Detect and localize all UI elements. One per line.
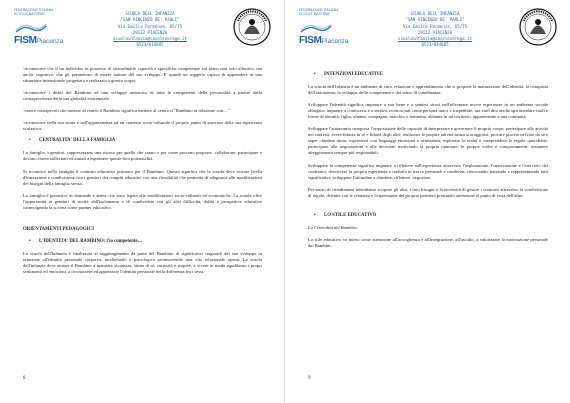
brand-city: Piacenza xyxy=(36,38,64,45)
school-info xyxy=(95,11,205,49)
school-phone: 0523/614885 xyxy=(421,42,449,48)
heading-text: L'IDENTITA' DEL BAMBINO: l'io competente… xyxy=(39,238,143,244)
school-city: 29122 PIACENZA xyxy=(417,29,453,35)
fism-brand xyxy=(14,35,63,46)
paragraph: Sviluppare l'autonomia comporta l'acquisizione delle capacità di interpretare e governare il proprio corpo; partecipare alle attività nei contesti; avere fiducia in sé e fidarsi degli altri; realizzare le proprie attività senza scoraggiarsi; provare piacere nel fare da sé e saper chiedere aiuto; esprimersi con linguaggi emozioni e sentimenti; esplorare la realtà e comprendere le regole quotidiane; partecipare alle negoziazioni e alle decisioni motivando la propria opinione, le proprie scelte e comportamenti; assumere atteggiamenti sempre più responsabili. xyxy=(308,126,548,156)
paragraph: Si riconosce nella famiglia il contesto educativo primario per il Bambino. Questo significa che la scuola deve trovare livelli d'interazione e condivisione con i genitori dei compiti educativi con una flessibilità che permetta di adeguarsi alle modificazioni dei bisogni della famiglia stessa. xyxy=(23,168,262,186)
heading-text: LO STILE EDUCATIVO xyxy=(324,212,377,218)
fism-logo-icon xyxy=(299,23,333,33)
section-heading-family xyxy=(23,138,262,144)
paragraph: La scuola dell'Infanzia è finalizzata al raggiungimento da parte del Bambino di significativi traguardi del suo sviluppo in relazione all'identità personale corporea, intellettuale e psicologica promuovendo una vita relazionale aperta. La scuola dell'infanzia deve aiutare il Bambino a maturare sicurezza, stima di sé, curiosità e stupore, a vivere in modo equilibrato i propri sentimenti ed emozioni, a riconoscere ed apprezzare l'identità personale nella differenza fra i sessi. xyxy=(23,250,262,275)
section-heading-identity xyxy=(23,239,262,245)
bullet-icon: • xyxy=(29,238,31,244)
fism-logo-icon xyxy=(14,23,48,33)
school-email[interactable]: scuolainfanzia@caselezerego.it xyxy=(398,36,472,42)
right-body xyxy=(308,66,548,255)
school-subname: "SAN VINCENZO DE' PAOLI" xyxy=(405,17,465,23)
paragraph: -essere consapevoli che mettere al centro il Bambino significa mettere al centro il "Bambino in relazione con…" xyxy=(23,108,230,114)
paragraph: Lo stile educativo va inteso come attenzione all'accoglienza e all'integrazione, all'ascolto, a valorizzare la motivazione personale dei Bambini. xyxy=(308,236,548,248)
paragraph: La famiglia, i genitori, rappresentano una risorsa per quello che sanno e per come possono proporre, collaborare, partecipare e devono essere sollecitati ed aiutati a esprimere queste loro potenzialità. xyxy=(23,150,262,162)
page-number: 8 xyxy=(23,376,26,381)
school-email[interactable]: scuolainfanzia@caselezerego.it xyxy=(113,36,187,42)
brand-name: FISM xyxy=(299,35,322,46)
section-heading-orientation: ORIENTAMENTI PEDAGOGICI xyxy=(23,226,94,232)
section-heading-style xyxy=(308,213,548,219)
bullet-icon: • xyxy=(314,212,316,218)
paragraph: -riconoscere che il un individuo in possesso di straordinarie capacità e specifiche competenze sul piano non solo affettivo, ma anche cognitivo, che gli permettono di essere fautore del suo sviluppo. E' quindi un soggetto capace di apprendere in una situazione intenzionale progettata e realizzata a questo scopo; xyxy=(23,66,262,84)
page-number: 9 xyxy=(308,376,311,381)
school-seal-icon xyxy=(518,7,558,47)
subheading-centrality: La Centralità del Bambino xyxy=(308,224,358,230)
paragraph: Per senso di cittadinanza intendiamo scoprire gli altri, i loro bisogni e la necessità di gestire i contrasti attraverso la condivisione di regole, definite con le relazioni e l'espressione del proprio pensiero prestando attenzione al punto di vista dell'altro. xyxy=(308,186,548,198)
federation-text: FEDERAZIONE ITALIANA SCUOLE MATERNE xyxy=(14,8,54,16)
page-header xyxy=(0,7,284,63)
paragraph: La famiglia è portatrice di domande e attese che sono legate alle modificazioni socio-culturali ed economiche. La scuola offre l'opportunità ai genitori di uscire dall'isolamento e di condividere con gli altri difficoltà, dubbi e prospettive educative coinvolgendo la società come partner educativo. xyxy=(23,192,262,210)
school-info xyxy=(380,11,490,49)
bullet-icon: • xyxy=(314,72,316,77)
paragraph: La scuola dell'Infanzia è un ambiente di cura, relazione e apprendimento che si propone la maturazione dell'identità, la conquista dell'autonomia, lo sviluppo delle competenze e del senso di cittadinanza. xyxy=(308,84,548,96)
right-page xyxy=(285,0,570,403)
brand-name: FISM xyxy=(14,35,37,46)
paragraph: Sviluppare l'identità significa imparare a star bene e a sentirsi sicuri nell'affrontare nuove esperienze in un ambiente sociale allargato; imparare a conoscersi e a sentirsi riconosciuti come persona unica e irripetibile, ma vuol dire anche sperimentare ruoli e forme di identità: figlio, alunno, compagno, maschio o femmina, abitante in un territorio, appartenente a una comunità. xyxy=(308,102,548,120)
bullet-icon: • xyxy=(29,138,31,144)
school-address: Via Emilia Parmense, 65/75 xyxy=(117,23,183,29)
school-address: Via Emilia Parmense, 65/75 xyxy=(402,23,468,29)
fism-brand xyxy=(299,35,348,46)
school-city: 29122 PIACENZA xyxy=(132,29,168,35)
brand-city: Piacenza xyxy=(321,38,349,45)
school-seal-icon xyxy=(232,7,272,47)
federation-text: FEDERAZIONE ITALIANA SCUOLE MATERNE xyxy=(299,8,339,16)
section-heading-intentions xyxy=(308,72,548,78)
heading-text: CENTRALITA' DELLA FAMIGLIA xyxy=(39,138,116,144)
heading-text: INTENZIONI EDUCATIVE xyxy=(324,72,383,77)
left-body xyxy=(23,66,262,281)
school-name: SCUOLA DELL'INFANZIA xyxy=(410,11,460,16)
school-subname: "SAN VINCENZO DE' PAOLI" xyxy=(120,17,180,23)
school-phone: 0523/614885 xyxy=(136,42,164,48)
paragraph: Sviluppare la competenza significa imparare a riflettere sull'esperienza attraverso l'esplorazione, l'osservazione e l'esercizio del confronto; descrivere la propria esperienza e tradurla in tracce personali e condivise, rievocando, narrando e rappresentando fatti significativi; sviluppare l'attitudine a chiedere, riflettere, negoziare. xyxy=(308,162,548,180)
paragraph: -riconoscere i diritti del Bambino ad uno sviluppo armonico di tutte le componenti della personalità a partire dalla consapevolezza della sua globalità esistenziale. xyxy=(23,90,262,102)
paragraph: -riconoscere nella sua storia e nell'appartenenza ad un contesto socio-culturale il proprio punto di partenza della sua esperienza scolastica. xyxy=(23,120,262,132)
school-name: SCUOLA DELL'INFANZIA xyxy=(125,11,175,16)
page-header xyxy=(285,7,570,63)
